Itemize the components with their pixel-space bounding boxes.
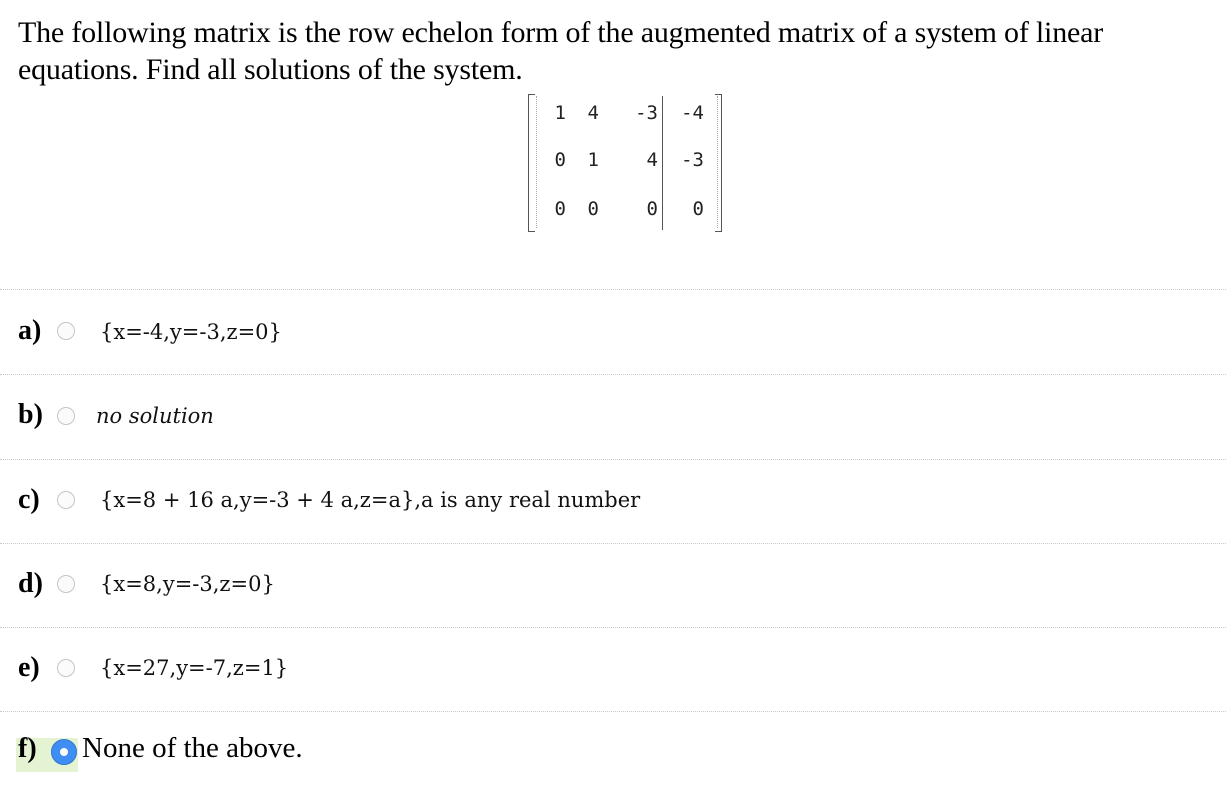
augmented-matrix xyxy=(528,94,722,232)
matrix-cell-r3c2: 0 xyxy=(587,198,599,220)
option-text: {x=8 + 16 a,y=-3 + 4 a,z=a},a is any real number xyxy=(100,488,641,512)
answer-option-c[interactable] xyxy=(0,460,1226,544)
radio-selected-dot xyxy=(60,748,68,756)
matrix-cell-r1c2: 4 xyxy=(587,102,599,124)
matrix-cell-r3c4: 0 xyxy=(692,198,704,220)
answer-option-e[interactable] xyxy=(0,628,1226,712)
matrix-left-bracket-shade xyxy=(536,96,541,228)
matrix-left-bracket xyxy=(528,94,535,232)
augmented-divider xyxy=(662,96,663,230)
matrix-cell-r2c1: 0 xyxy=(554,149,566,171)
question-text: The following matrix is the row echelon form of the augmented matrix of a system of linear equations. Find all solutions of the system. xyxy=(18,16,1104,86)
option-text: {x=-4,y=-3,z=0} xyxy=(100,320,282,344)
matrix-cell-r3c3: 0 xyxy=(646,198,658,220)
radio-button-a[interactable] xyxy=(57,322,75,340)
radio-button-d[interactable] xyxy=(57,575,75,593)
radio-button-f-selected[interactable] xyxy=(51,739,77,765)
answer-option-a[interactable] xyxy=(0,290,1226,374)
matrix-cell-r2c2: 1 xyxy=(587,149,599,171)
matrix-cell-r3c1: 0 xyxy=(554,198,566,220)
option-letter: a) xyxy=(18,315,42,346)
radio-button-c[interactable] xyxy=(57,491,75,509)
option-text: {x=27,y=-7,z=1} xyxy=(100,656,289,680)
matrix-cell-r1c4: -4 xyxy=(681,102,704,124)
option-letter-f: f) xyxy=(18,733,37,764)
option-text: no solution xyxy=(96,404,214,428)
option-letter: d) xyxy=(18,568,43,599)
radio-button-b[interactable] xyxy=(57,407,75,425)
answer-option-b[interactable] xyxy=(0,375,1226,459)
answer-option-d[interactable] xyxy=(0,544,1226,628)
matrix-right-bracket-shade xyxy=(713,96,718,228)
option-text: {x=8,y=-3,z=0} xyxy=(100,572,275,596)
option-letter: e) xyxy=(18,652,40,683)
option-letter: c) xyxy=(18,484,40,515)
option-letter: b) xyxy=(18,399,43,430)
matrix-cell-r2c4: -3 xyxy=(681,149,704,171)
answer-option-f-text[interactable]: None of the above. xyxy=(82,732,303,764)
radio-button-e[interactable] xyxy=(57,659,75,677)
matrix-cell-r1c1: 1 xyxy=(554,102,566,124)
matrix-cell-r2c3: 4 xyxy=(646,149,658,171)
matrix-cell-r1c3: -3 xyxy=(635,102,658,124)
